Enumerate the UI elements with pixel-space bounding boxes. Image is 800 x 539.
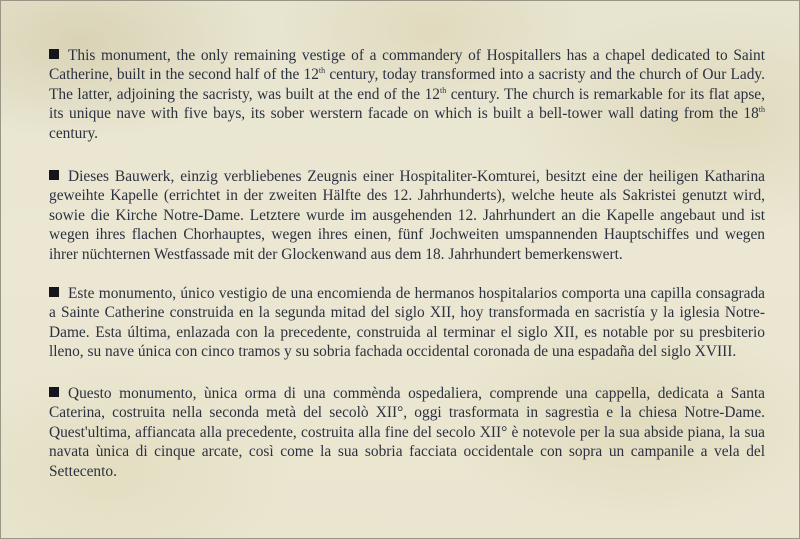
bullet-square bbox=[49, 387, 59, 397]
bullet-square bbox=[49, 49, 59, 59]
paragraph-german bbox=[49, 167, 765, 264]
paragraph-german-text: Dieses Bauwerk, einzig verbliebenes Zeugnis einer Hospitaliter-Komturei, besitzt eine der heiligen Katharina geweihte Kapelle (errichtet in der zweiten Hälfte des 12. Jahrhunderts), welche heute als Sakristei genutzt wird, sowie die Kirche Notre-Dame. Letztere wurde im ausgehenden 12. Jahrhundert an die Kapelle angebaut und ist wegen ihres flachen Chorhauptes, wegen ihres einen, fünf Jochweiten umspannenden Hauptschiffes und wegen ihrer nüchternen Westfassade mit der Glockenwand aus dem 18. Jahrhundert bemerkenswert. bbox=[49, 168, 765, 263]
paragraph-italian bbox=[49, 384, 765, 481]
paragraph-spanish-text: Este monumento, único vestigio de una encomienda de hermanos hospitalarios comporta una capilla consagrada a Sainte Catherine construida en la segunda mitad del siglo XII, hoy transformada en sacristía y la iglesia Notre-Dame. Esta última, enlazada con la precedente, construida al terminar el siglo XII, es notable por su presbiterio lleno, su nave única con cinco tramos y su sobria fachada occidental coronada de una espadaña del siglo XVIII. bbox=[49, 285, 765, 361]
ordinal-suffix: th bbox=[439, 85, 447, 95]
paragraph-english-text-2: century, today transformed into a sacristy and the church of Our Lady. The latter, adjoining the sacristy, was built at the end of the 12 bbox=[49, 66, 765, 103]
bullet-square bbox=[49, 287, 59, 297]
paragraph-english-text-4: century. bbox=[49, 124, 98, 142]
paragraph-italian-text: Questo monumento, ùnica orma di una commènda ospedaliera, comprende una cappella, dedicata a Santa Caterina, costruita nella seconda metà del secolò XII°, oggi trasformata in sagrestìa e la chiesa Notre-Dame. Quest'ultima, affiancata alla precedente, costruita alla fine del secolo XII° è notevole per la sua abside piana, la sua navata ùnica di cinque arcate, così come la sua sobria facciata occidentale con sopra un campanile a vela del Settecento. bbox=[49, 385, 765, 480]
paragraph-english-text-3: century. The church is remarkable for its flat apse, its unique nave with five bays, its sober werstern facade on which is built a bell-tower wall dating from the 18 bbox=[49, 85, 765, 123]
ordinal-suffix: th bbox=[758, 105, 765, 115]
paragraph-english bbox=[49, 46, 765, 143]
paragraph-spanish bbox=[49, 284, 765, 362]
bullet-square bbox=[49, 170, 59, 180]
paragraph-english-text-1: This monument, the only remaining vestige of a commandery of Hospitallers has a chapel dedicated to Saint Catherine, built in the second half of the 12 bbox=[49, 47, 765, 84]
ordinal-suffix: th bbox=[318, 66, 326, 76]
